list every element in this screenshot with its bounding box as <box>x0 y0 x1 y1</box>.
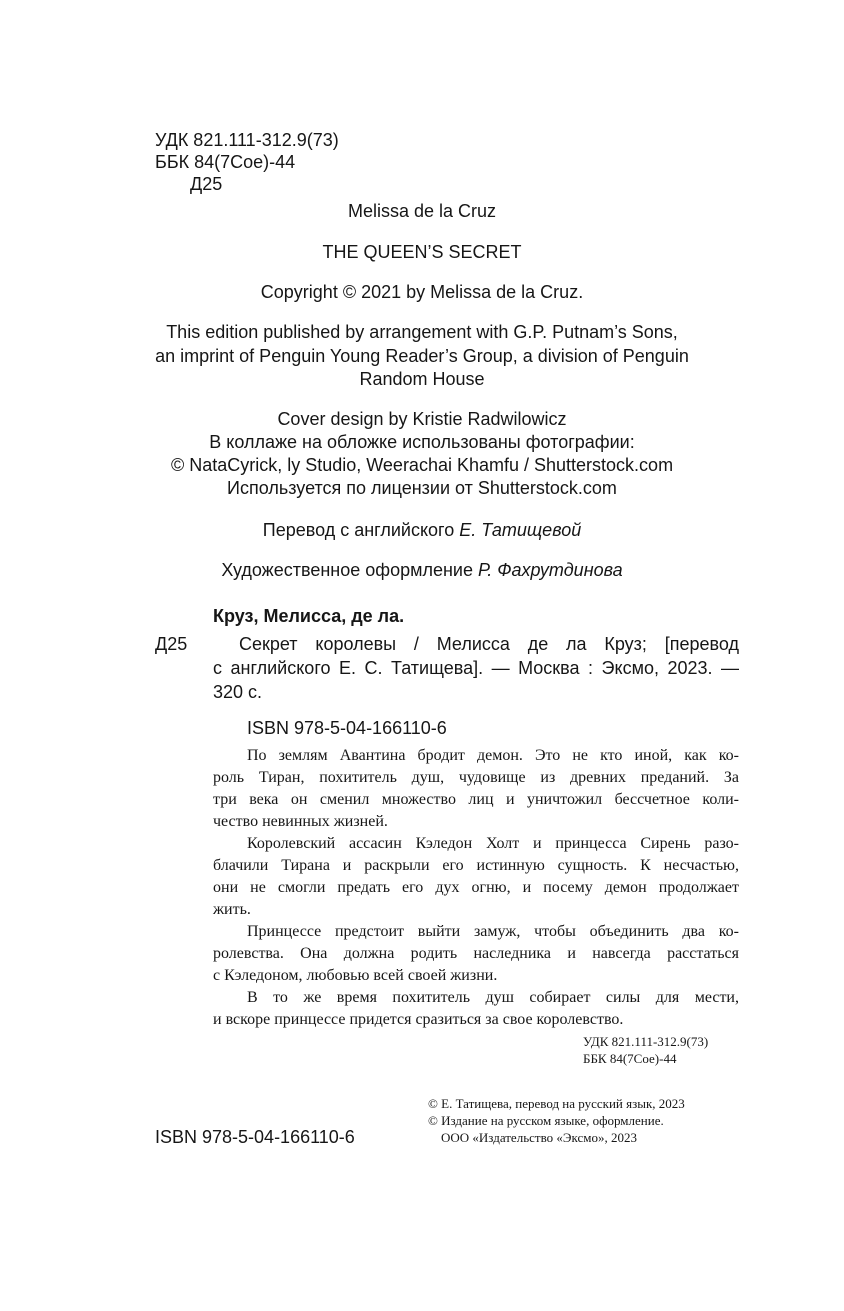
copyright-ru-2: © Издание на русском языке, оформление. <box>428 1113 664 1128</box>
bbk-code: ББК 84(7Сое)-44 <box>155 152 296 172</box>
annotation-line: три века он сменил множество лиц и уничтожил бессчетное коли- <box>213 791 739 808</box>
udk-code-bottom: УДК 821.111-312.9(73) <box>583 1034 709 1049</box>
isbn-bottom: ISBN 978-5-04-166110-6 <box>155 1127 355 1147</box>
annotation-line: они не смогли предать его дух огню, и посему демон продолжает <box>213 879 739 896</box>
biblio-heading: Круз, Мелисса, де ла. <box>213 606 405 626</box>
annotation-line: роль Тиран, похититель душ, чудовище из древних преданий. За <box>213 769 739 786</box>
bbk-code-bottom: ББК 84(7Сое)-44 <box>583 1051 677 1066</box>
copyright-ru-3: ООО «Издательство «Эксмо», 2023 <box>441 1130 637 1145</box>
copyright-english: Copyright © 2021 by Melissa de la Cruz. <box>260 282 584 302</box>
biblio-line-2: с английского Е. С. Татищева]. — Москва : Эксмо, 2023. — <box>213 658 739 678</box>
udk-code: УДК 821.111-312.9(73) <box>155 130 339 150</box>
artist-name: Р. Фахрутдинова <box>478 560 623 580</box>
art-credit <box>0 558 844 582</box>
cover-line-3: © NataCyrick, ly Studio, Weerachai Khamfu / Shutterstock.com <box>170 455 674 475</box>
translation-label: Перевод с английского <box>262 520 460 540</box>
annotation-line: с Кэледоном, любовью всей своей жизни. <box>213 967 498 984</box>
edition-line-3: Random House <box>359 369 485 389</box>
annotation-line: По землям Авантина бродит демон. Это не кто иной, как ко- <box>247 747 739 764</box>
annotation-line: чество невинных жизней. <box>213 813 388 830</box>
annotation-line: блачили Тирана и раскрыли его истинную сущность. К несчастью, <box>213 857 739 874</box>
isbn-middle: ISBN 978-5-04-166110-6 <box>247 718 447 738</box>
annotation-line: ролевства. Она должна родить наследника и навсегда расстаться <box>213 945 739 962</box>
cover-line-1: Cover design by Kristie Radwilowicz <box>277 409 567 429</box>
annotation-line: Королевский ассасин Кэледон Холт и принцесса Сирень разо- <box>247 835 739 852</box>
cover-line-4: Используется по лицензии от Shutterstock.com <box>227 478 617 498</box>
annotation-line: Принцессе предстоит выйти замуж, чтобы объединить два ко- <box>247 923 739 940</box>
annotation-line: и вскоре принцессе придется сразиться за свое королевство. <box>213 1011 624 1028</box>
biblio-line-3: 320 с. <box>213 682 263 702</box>
cover-line-2: В коллаже на обложке использованы фотографии: <box>209 432 635 452</box>
biblio-line-1: Секрет королевы / Мелисса де ла Круз; [перевод <box>239 634 739 654</box>
edition-line-2: an imprint of Penguin Young Reader’s Group, a division of Penguin <box>155 346 689 366</box>
author-sign: Д25 <box>190 174 223 194</box>
annotation <box>213 745 739 1031</box>
author-english: Melissa de la Cruz <box>347 201 497 221</box>
translator-name: Е. Татищевой <box>459 520 582 540</box>
translation-credit <box>0 518 844 542</box>
title-english: THE QUEEN’S SECRET <box>322 242 522 262</box>
edition-line-1: This edition published by arrangement with G.P. Putnam’s Sons, <box>166 322 678 342</box>
art-label: Художественное оформление <box>221 560 478 580</box>
annotation-line: жить. <box>213 901 251 918</box>
copyright-ru-1: © Е. Татищева, перевод на русский язык, 2023 <box>428 1096 685 1111</box>
biblio-sign: Д25 <box>155 634 188 654</box>
annotation-line: В то же время похититель душ собирает силы для мести, <box>247 989 739 1006</box>
